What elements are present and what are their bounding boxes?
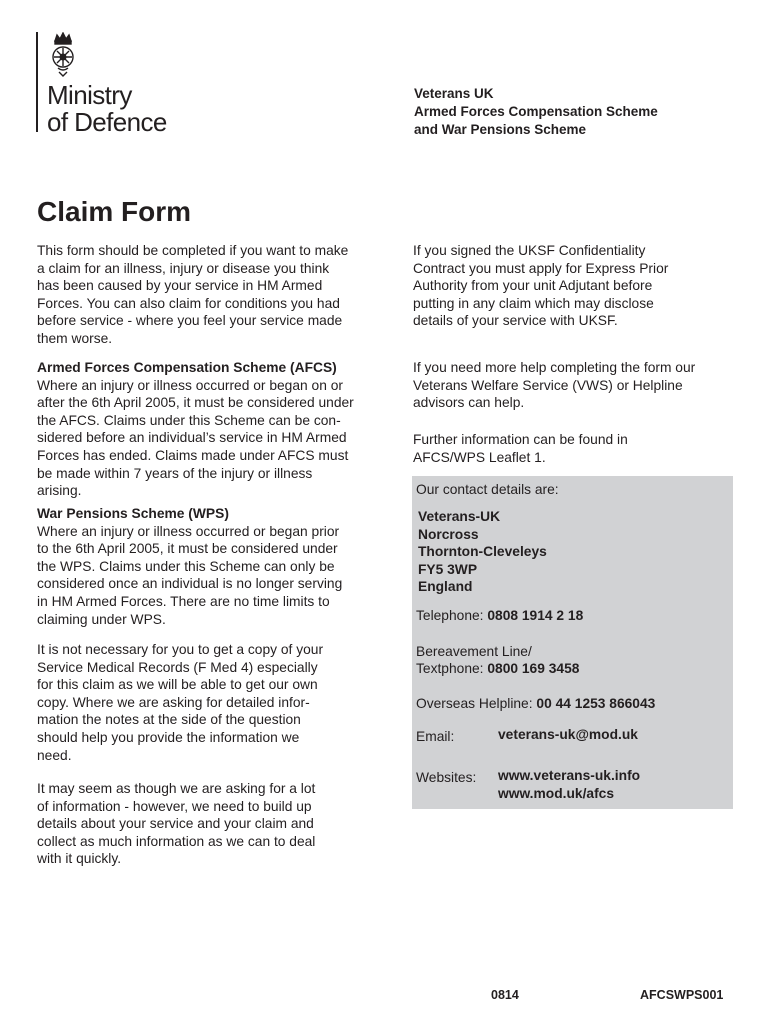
text-line: the WPS. Claims under this Scheme can only be bbox=[37, 558, 335, 574]
organisation-line: and War Pensions Scheme bbox=[414, 122, 587, 137]
wps-heading: War Pensions Scheme (WPS) bbox=[37, 506, 229, 521]
contact-address bbox=[418, 508, 547, 596]
medical-records-paragraph bbox=[37, 641, 409, 764]
website-link[interactable]: www.mod.uk/afcs bbox=[498, 786, 615, 801]
text-line: need. bbox=[37, 747, 72, 763]
address-line: Veterans-UK bbox=[418, 509, 501, 524]
uksf-paragraph bbox=[413, 242, 743, 330]
further-info-paragraph bbox=[413, 431, 743, 466]
text-line: with it quickly. bbox=[37, 851, 122, 867]
text-line: If you signed the UKSF Confidentiality bbox=[413, 243, 646, 258]
text-line: It may seem as though we are asking for a lot bbox=[37, 781, 316, 796]
textphone-number: 0800 169 3458 bbox=[487, 661, 580, 676]
logo-text-line: of Defence bbox=[47, 107, 167, 137]
email-link[interactable]: veterans-uk@mod.uk bbox=[498, 727, 638, 742]
text-line: Forces has ended. Claims made under AFCS must bbox=[37, 447, 349, 463]
form-id: AFCSWPS001 bbox=[640, 988, 724, 1002]
afcs-section bbox=[37, 359, 409, 500]
text-line: sidered before an individual’s service in HM Armed bbox=[37, 430, 347, 446]
website-link[interactable]: www.veterans-uk.info bbox=[498, 768, 641, 783]
textphone-label: Textphone: bbox=[416, 661, 484, 676]
contact-heading: Our contact details are: bbox=[416, 482, 559, 497]
text-line: arising. bbox=[37, 483, 82, 499]
text-line: be made within 7 years of the injury or illness bbox=[37, 465, 313, 481]
text-line: before service - where you feel your service made bbox=[37, 313, 343, 329]
text-line: the AFCS. Claims under this Scheme can be con- bbox=[37, 412, 341, 428]
text-line: in HM Armed Forces. There are no time limits to bbox=[37, 593, 330, 609]
overseas-label: Overseas Helpline: bbox=[416, 696, 533, 711]
intro-paragraph bbox=[37, 242, 409, 348]
organisation-header bbox=[414, 85, 658, 139]
text-line: This form should be completed if you want to make bbox=[37, 243, 349, 258]
text-line: Contract you must apply for Express Prior bbox=[413, 260, 669, 276]
logo-text-line: Ministry bbox=[47, 80, 132, 110]
address-line: FY5 3WP bbox=[418, 561, 478, 577]
text-line: a claim for an illness, injury or disease you think bbox=[37, 260, 330, 276]
text-line: putting in any claim which may disclose bbox=[413, 295, 654, 311]
afcs-heading: Armed Forces Compensation Scheme (AFCS) bbox=[37, 360, 337, 375]
websites-label: Websites: bbox=[416, 770, 477, 785]
text-line: Where an injury or illness occurred or began on or bbox=[37, 377, 343, 393]
text-line: advisors can help. bbox=[413, 395, 525, 411]
text-line: after the 6th April 2005, it must be considered under bbox=[37, 395, 354, 411]
page-title: Claim Form bbox=[37, 196, 192, 227]
information-paragraph bbox=[37, 780, 409, 868]
text-line: copy. Where we are asking for detailed infor- bbox=[37, 694, 310, 710]
telephone-label: Telephone: bbox=[416, 608, 484, 623]
text-line: Veterans Welfare Service (VWS) or Helpline bbox=[413, 377, 683, 393]
footer-code: 0814 bbox=[491, 988, 519, 1002]
contact-details-box bbox=[412, 476, 733, 809]
overseas-number: 00 44 1253 866043 bbox=[536, 696, 656, 711]
bereavement-label: Bereavement Line/ bbox=[416, 644, 532, 659]
telephone-row bbox=[416, 607, 583, 625]
text-line: AFCS/WPS Leaflet 1. bbox=[413, 449, 546, 465]
logo-text bbox=[47, 82, 167, 136]
text-line: Forces. You can also claim for conditions you had bbox=[37, 295, 340, 311]
organisation-line: Armed Forces Compensation Scheme bbox=[414, 104, 658, 119]
text-line: details of your service with UKSF. bbox=[413, 313, 618, 329]
address-line: Norcross bbox=[418, 526, 479, 542]
text-line: of information - however, we need to build up bbox=[37, 798, 312, 814]
organisation-line: Veterans UK bbox=[414, 86, 494, 101]
overseas-row bbox=[416, 695, 655, 713]
textphone-row bbox=[416, 660, 579, 678]
royal-crest-icon bbox=[49, 32, 77, 78]
mod-logo bbox=[36, 32, 206, 137]
logo-divider bbox=[36, 32, 38, 132]
email-label: Email: bbox=[416, 729, 455, 744]
text-line: considered once an individual is no longer serving bbox=[37, 576, 343, 592]
text-line: should help you provide the information we bbox=[37, 729, 300, 745]
text-line: Further information can be found in bbox=[413, 432, 628, 447]
text-line: claiming under WPS. bbox=[37, 611, 166, 627]
address-line: England bbox=[418, 579, 473, 595]
text-line: It is not necessary for you to get a copy of your bbox=[37, 642, 324, 657]
text-line: details about your service and your claim and bbox=[37, 816, 314, 832]
wps-section bbox=[37, 505, 409, 628]
text-line: mation the notes at the side of the question bbox=[37, 712, 301, 728]
text-line: If you need more help completing the form our bbox=[413, 360, 696, 375]
telephone-number: 0808 1914 2 18 bbox=[487, 608, 584, 623]
text-line: for this claim as we will be able to get our own bbox=[37, 677, 318, 693]
text-line: Where an injury or illness occurred or began prior bbox=[37, 523, 340, 539]
text-line: Service Medical Records (F Med 4) especially bbox=[37, 659, 318, 675]
text-line: has been caused by your service in HM Armed bbox=[37, 278, 323, 294]
text-line: collect as much information as we can to deal bbox=[37, 833, 316, 849]
text-line: Authority from your unit Adjutant before bbox=[413, 278, 653, 294]
text-line: to the 6th April 2005, it must be considered under bbox=[37, 541, 338, 557]
text-line: them worse. bbox=[37, 330, 113, 346]
help-paragraph bbox=[413, 359, 743, 412]
address-line: Thornton-Cleveleys bbox=[418, 544, 547, 560]
